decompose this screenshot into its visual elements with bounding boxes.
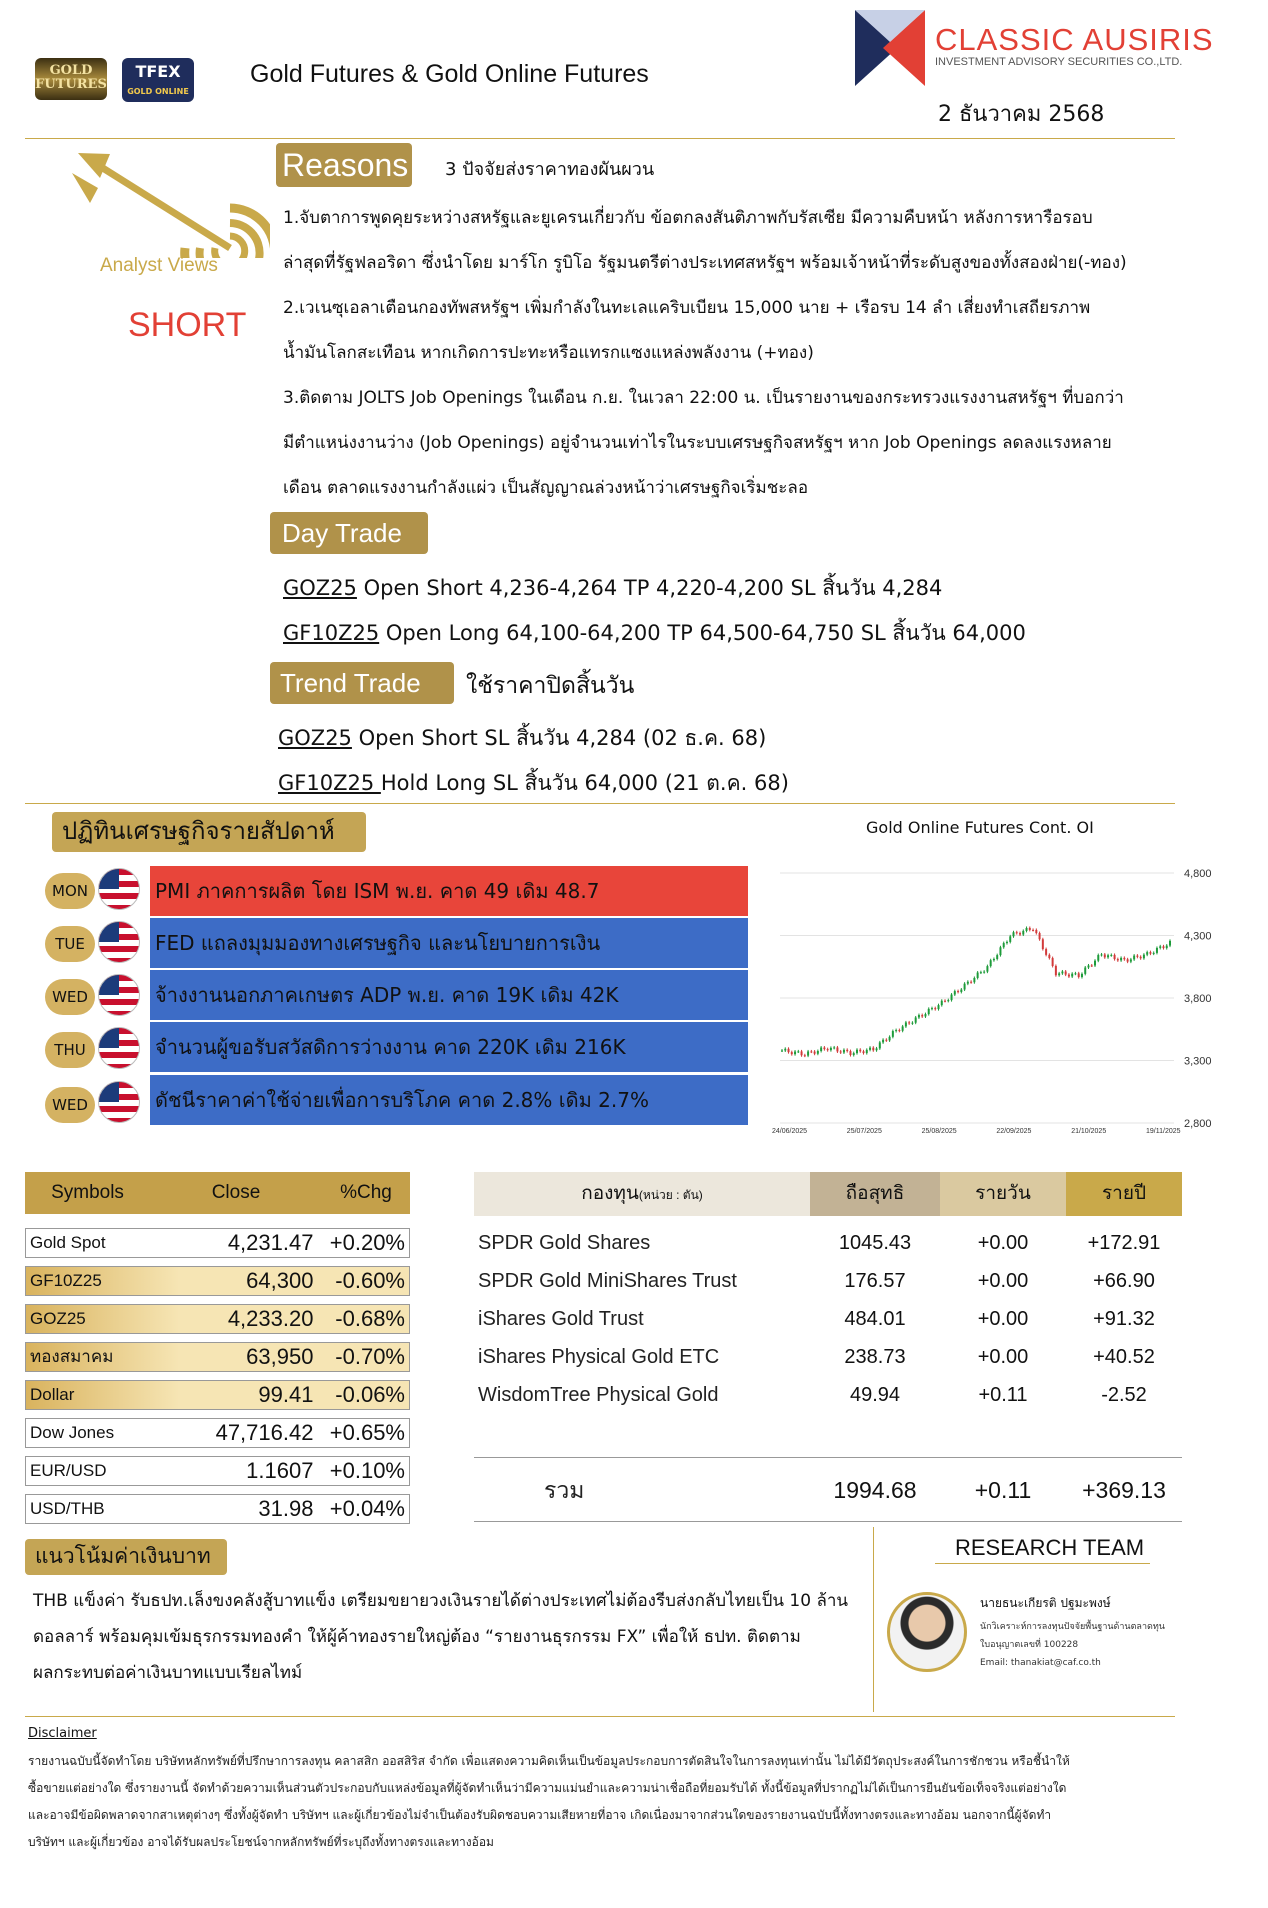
reasons-line: 1.จับตาการพูดคุยระหว่างสหรัฐและยูเครนเกี่ยวกับ ข้อตกลงสันติภาพกับรัสเซีย มีความคืบหน้า หลังการหารือรอบ: [283, 208, 1093, 228]
candle-body: [1058, 973, 1060, 975]
reasons-line: 2.เวเนซุเอลาเตือนกองทัพสหรัฐฯ เพิ่มกำลังในทะเลแคริบเบียน 15,000 นาย + เรือรบ 14 ลำ เสี่ยงทำเสถียรภาพ: [283, 298, 1091, 318]
cell-symbol: USD/THB: [30, 1499, 105, 1518]
calendar-day-badge: TUE: [45, 926, 95, 962]
candle-body: [1162, 946, 1164, 948]
calendar-event: ดัชนีราคาค่าใช้จ่ายเพื่อการบริโภค คาด 2.8% เดิม 2.7%: [150, 1075, 748, 1125]
research-team-label: RESEARCH TEAM: [955, 1535, 1145, 1560]
candle-body: [1091, 965, 1093, 966]
trade-detail: Open Short SL สิ้นวัน 4,284 (02 ธ.ค. 68): [351, 726, 767, 750]
reasons-tag: Reasons: [276, 143, 412, 187]
symbols-table-row: [25, 1418, 410, 1448]
candle-body: [977, 973, 979, 978]
candle-body: [905, 1022, 907, 1026]
reasons-line: มีตำแหน่งงานว่าง (Job Openings) อยู่จำนวนเท่าไรในระบบเศรษฐกิจสหรัฐฯ หาก Job Openings ลดลงแรงหลาย: [283, 433, 1112, 453]
reasons-line: ล่าสุดที่รัฐฟลอริดา ซึ่งนำโดย มาร์โก รูบิโอ รัฐมนตรีต่างประเทศสหรัฐฯ พร้อมเจ้าหน้าที่ระดับสูงของทั้งสองฝ่าย(-ทอง): [283, 253, 1127, 273]
candle-body: [840, 1051, 842, 1052]
tfex-logo-text: TFEX: [135, 62, 181, 81]
trade-symbol: GOZ25: [278, 726, 352, 750]
target-dart-icon: [70, 148, 270, 258]
calendar-event: PMI ภาคการผลิต โดย ISM พ.ย. คาด 49 เดิม 48.7: [150, 866, 748, 916]
reasons-line: เดือน ตลาดแรงงานกำลังแผ่ว เป็นสัญญาณล่วงหน้าว่าเศรษฐกิจเริ่มชะลอ: [283, 478, 809, 498]
cell-symbol: Gold Spot: [30, 1233, 106, 1252]
candle-body: [827, 1049, 829, 1050]
disclaimer-line: และอาจมีข้อผิดพลาดจากสาเหตุต่างๆ ซึ่งทั้งผู้จัดทำ บริษัทฯ และผู้เกี่ยวข้องไม่จำเป็นต้องรับผิดชอบความเสียหายที่อาจ เกิดเนื่องมาจากส่วนใดของรายงานฉบับนี้ทั้งทางตรงและทางอ้อม นอกจากนี้ผู้จัดทำ: [28, 1808, 1052, 1822]
analyst-info-line: นักวิเคราะห์การลงทุนปัจจัยพื้นฐานด้านตลาดทุน: [980, 1622, 1165, 1632]
baht-outlook-text: [33, 1583, 861, 1691]
x-tick-label: 21/10/2025: [1071, 1128, 1107, 1135]
cell-close: 47,716.42: [215, 1420, 314, 1445]
candle-body: [895, 1030, 897, 1031]
brand-logo-icon: [855, 10, 925, 86]
cell-chg: +0.10%: [329, 1458, 405, 1483]
y-tick-label: 3,800: [1184, 993, 1212, 1005]
candle-body: [882, 1040, 884, 1043]
calendar-day-badge: MON: [45, 873, 95, 909]
x-tick-label: 24/06/2025: [772, 1128, 808, 1135]
candle-body: [1074, 973, 1076, 974]
candle-body: [1042, 939, 1044, 949]
fund-table-header: [474, 1172, 1182, 1216]
analyst-views-label: Analyst Views: [100, 255, 218, 276]
day-trade-line: [283, 617, 1026, 650]
candle-body: [911, 1023, 913, 1024]
candle-body: [823, 1048, 825, 1050]
candle-body: [1130, 959, 1132, 961]
candle-body: [947, 1000, 949, 1001]
cell-close: 1.1607: [246, 1458, 314, 1483]
calendar-event: จ้างงานนอกภาคเกษตร ADP พ.ย. คาด 19K เดิม 42K: [150, 970, 748, 1020]
stance-label: SHORT: [128, 306, 247, 344]
candle-body: [1019, 933, 1021, 934]
candle-body: [1149, 952, 1151, 954]
candle-body: [885, 1040, 887, 1041]
cell-yearly: +172.91: [1087, 1232, 1161, 1254]
candle-body: [1048, 955, 1050, 958]
candle-body: [859, 1050, 861, 1052]
candle-body: [1107, 955, 1109, 957]
candle-body: [1055, 966, 1057, 975]
candle-body: [797, 1051, 799, 1052]
reasons-line: 3.ติดตาม JOLTS Job Openings ในเดือน ก.ย. ในเวลา 22:00 น. เป็นรายงานของกระทรวงแรงงานสหรัฐฯ ที่บอกว่า: [283, 388, 1124, 408]
y-tick-label: 2,800: [1184, 1118, 1212, 1130]
disclaimer-line: บริษัทฯ และผู้เกี่ยวข้อง อาจได้รับผลประโยชน์จากหลักทรัพย์ที่ระบุถึงทั้งทางตรงและทางอ้อม: [28, 1835, 494, 1849]
day-trade-tag: Day Trade: [270, 512, 428, 554]
candle-body: [1159, 946, 1161, 948]
candle-body: [990, 960, 992, 966]
candle-body: [817, 1051, 819, 1054]
candle-body: [833, 1047, 835, 1048]
col-chg: %Chg: [340, 1182, 392, 1203]
candle-body: [957, 991, 959, 992]
cell-symbol: EUR/USD: [30, 1461, 107, 1480]
candle-body: [1127, 959, 1129, 961]
cell-yearly: +91.32: [1093, 1308, 1155, 1330]
total-label: รวม: [544, 1477, 585, 1503]
symbols-table-row: [25, 1342, 410, 1372]
tfex-logo: [122, 58, 194, 102]
candle-body: [814, 1052, 816, 1054]
col-symbols: Symbols: [51, 1182, 124, 1203]
candle-body: [1114, 955, 1116, 959]
candle-body: [941, 1001, 943, 1005]
candle-body: [928, 1009, 930, 1014]
cell-name: SPDR Gold Shares: [478, 1232, 651, 1254]
cell-daily: +0.00: [977, 1232, 1029, 1254]
cell-net: 176.57: [844, 1270, 906, 1292]
cell-symbol: GOZ25: [30, 1309, 86, 1328]
symbols-table-row: [25, 1456, 410, 1486]
fund-table-row: [474, 1338, 1182, 1376]
fund-total-row: [474, 1471, 1182, 1511]
divider: [25, 803, 1175, 804]
disclaimer-line: รายงานฉบับนี้จัดทำโดย บริษัทหลักทรัพย์ที่ปรึกษาการลงทุน คลาสสิก ออสสิริส จำกัด เพื่อแสดงความคิดเห็นเป็นข้อมูลประกอบการตัดสินใจในการลงทุนเท่านั้น ไม่ได้มีวัตถุประสงค์ในการชักชวน หรือชี้นำให้: [28, 1754, 1070, 1768]
analyst-info: [980, 1618, 1180, 1672]
candle-body: [921, 1015, 923, 1016]
candle-body: [1143, 955, 1145, 959]
cell-net: 484.01: [844, 1308, 906, 1330]
candle-body: [846, 1050, 848, 1051]
us-flag-icon: [98, 1027, 140, 1069]
analyst-avatar: [887, 1592, 967, 1672]
day-trade-line: [283, 572, 942, 605]
cell-close: 31.98: [258, 1496, 314, 1521]
candle-body: [918, 1015, 920, 1017]
col-yearly: รายปี: [1066, 1172, 1182, 1216]
x-tick-label: 25/08/2025: [921, 1128, 957, 1135]
candle-body: [964, 984, 966, 990]
candle-body: [1120, 958, 1122, 960]
cell-daily: +0.00: [977, 1346, 1029, 1368]
candle-body: [1068, 975, 1070, 977]
candle-body: [872, 1048, 874, 1051]
candle-body: [1035, 930, 1037, 933]
analyst-info-line: ใบอนุญาตเลขที่ 100228: [980, 1640, 1079, 1650]
cell-name: SPDR Gold MiniShares Trust: [478, 1270, 737, 1292]
cell-symbol: Dollar: [30, 1385, 75, 1404]
analyst-info-line: Email: thanakiat@caf.co.th: [980, 1658, 1101, 1668]
cell-yearly: +40.52: [1093, 1346, 1155, 1368]
fund-header-unit: (หน่วย : ตัน): [638, 1188, 703, 1202]
total-yearly: +369.13: [1082, 1477, 1166, 1503]
trade-symbol: GOZ25: [283, 576, 357, 600]
baht-line: ดอลลาร์ พร้อมคุมเข้มธุรกรรมทองคำ ให้ผู้ค้าทองรายใหญ่ต้อง “รายงานธุรกรรม FX” เพื่อให้ ธปท. ติดตาม: [33, 1627, 801, 1647]
divider: [474, 1457, 1182, 1458]
candle-body: [788, 1049, 790, 1052]
cell-yearly: -2.52: [1101, 1384, 1147, 1406]
cell-name: WisdomTree Physical Gold: [478, 1384, 719, 1406]
fund-table-row: [474, 1376, 1182, 1414]
candle-body: [902, 1026, 904, 1030]
candle-body: [1117, 959, 1119, 960]
candle-body: [879, 1042, 881, 1048]
candle-body: [1156, 948, 1158, 953]
candle-body: [1169, 941, 1171, 946]
tfex-logo-sub: GOLD ONLINE: [127, 87, 189, 96]
candle-body: [1022, 931, 1024, 935]
candle-body: [1045, 949, 1047, 955]
x-tick-label: 25/07/2025: [846, 1128, 882, 1135]
cell-close: 64,300: [246, 1268, 314, 1293]
calendar-day-badge: THU: [45, 1032, 95, 1068]
cell-close: 99.41: [258, 1382, 314, 1407]
candle-body: [1166, 946, 1168, 948]
brand-subtitle: INVESTMENT ADVISORY SECURITIES CO.,LTD.: [935, 56, 1183, 68]
candle-body: [996, 955, 998, 959]
cell-name: iShares Gold Trust: [478, 1308, 644, 1330]
candle-body: [781, 1051, 783, 1052]
candle-body: [1140, 957, 1142, 958]
disclaimer-text: [28, 1748, 1168, 1856]
candle-body: [1101, 954, 1103, 955]
col-fund: [474, 1172, 810, 1216]
x-tick-label: 19/11/2025: [1146, 1128, 1181, 1135]
candle-body: [1133, 956, 1135, 960]
candle-body: [801, 1051, 803, 1055]
total-daily: +0.11: [974, 1477, 1032, 1503]
cell-chg: +0.20%: [329, 1230, 405, 1255]
candle-body: [944, 1001, 946, 1002]
candle-body: [810, 1051, 812, 1052]
candle-body: [1084, 968, 1086, 974]
gold-oi-chart: [756, 855, 1236, 1140]
cell-net: 1045.43: [838, 1232, 912, 1254]
cell-chg: -0.06%: [335, 1382, 405, 1407]
candle-body: [1065, 971, 1067, 974]
candle-body: [960, 990, 962, 992]
cell-chg: -0.60%: [335, 1268, 405, 1293]
candle-body: [924, 1014, 926, 1016]
fund-table-row: [474, 1300, 1182, 1338]
candle-body: [1029, 928, 1031, 930]
chart-title: Gold Online Futures Cont. OI: [866, 818, 1094, 837]
trade-detail: Hold Long SL สิ้นวัน 64,000 (21 ต.ค. 68): [380, 771, 789, 795]
candle-body: [908, 1022, 910, 1023]
candle-body: [892, 1031, 894, 1037]
candle-body: [1104, 954, 1106, 957]
us-flag-icon: [98, 921, 140, 963]
candle-body: [820, 1048, 822, 1051]
candle-body: [1061, 971, 1063, 973]
candle-body: [973, 978, 975, 982]
document-title: Gold Futures & Gold Online Futures: [250, 60, 649, 88]
candle-body: [1012, 932, 1014, 936]
candle-body: [1136, 956, 1138, 957]
calendar-day-badge: WED: [45, 979, 95, 1015]
candle-body: [849, 1051, 851, 1055]
candle-body: [970, 982, 972, 983]
divider: [25, 138, 1175, 139]
symbols-table-row: [25, 1494, 410, 1524]
fund-table-row: [474, 1262, 1182, 1300]
candle-body: [1153, 953, 1155, 954]
candle-body: [967, 982, 969, 984]
candle-body: [866, 1050, 868, 1053]
candle-body: [876, 1048, 878, 1050]
candle-body: [915, 1017, 917, 1022]
calendar-event: FED แถลงมุมมองทางเศรษฐกิจ และนโยบายการเงิน: [150, 918, 748, 968]
baht-outlook-tag: แนวโน้มค่าเงินบาท: [25, 1539, 227, 1575]
candle-body: [993, 959, 995, 960]
candle-body: [999, 947, 1001, 955]
candle-body: [1016, 932, 1018, 933]
candle-body: [791, 1052, 793, 1054]
candle-body: [938, 1005, 940, 1009]
candle-body: [898, 1030, 900, 1031]
y-tick-label: 4,800: [1184, 868, 1212, 880]
trend-trade-line: [278, 767, 789, 800]
analyst-name: นายธนะเกียรติ ปฐมะพงษ์: [980, 1596, 1111, 1610]
candle-body: [836, 1047, 838, 1051]
cell-daily: +0.00: [977, 1308, 1029, 1330]
col-close: Close: [211, 1182, 261, 1203]
candle-body: [951, 995, 953, 1001]
us-flag-icon: [98, 974, 140, 1016]
fund-header-label: กองทุน: [581, 1183, 639, 1204]
cell-symbol: GF10Z25: [30, 1271, 102, 1290]
cell-symbol: ทองสมาคม: [30, 1347, 114, 1366]
trade-symbol: GF10Z25: [283, 621, 380, 645]
baht-line: THB แข็งค่า รับธปท.เล็งขงคลังสู้บาทแข็ง เตรียมขยายวงเงินรายได้ต่างประเทศไม่ต้องรีบส่งกลับไทยเป็น 10 ล้าน: [33, 1591, 849, 1611]
trade-symbol: GF10Z25: [278, 771, 381, 795]
baht-line: ผลกระทบต่อค่าเงินบาทแบบเรียลไทม์: [33, 1663, 303, 1683]
candle-body: [843, 1050, 845, 1053]
candle-body: [1026, 928, 1028, 931]
symbols-table-row: [25, 1266, 410, 1296]
cell-name: iShares Physical Gold ETC: [478, 1346, 720, 1368]
candle-body: [1039, 933, 1041, 939]
cell-chg: +0.04%: [329, 1496, 405, 1521]
calendar-day-badge: WED: [45, 1087, 95, 1123]
divider: [935, 1563, 1150, 1564]
symbols-table-row: [25, 1380, 410, 1410]
candle-body: [794, 1052, 796, 1055]
candle-body: [1006, 942, 1008, 943]
disclaimer-title: Disclaimer: [28, 1726, 97, 1741]
candle-body: [1003, 943, 1005, 947]
reasons-subtitle: 3 ปัจจัยส่งราคาทองผันผวน: [445, 159, 655, 180]
candle-body: [853, 1053, 855, 1055]
brand-name: CLASSIC AUSIRIS: [935, 22, 1214, 57]
report-date: 2 ธันวาคม 2568: [938, 102, 1105, 127]
candle-body: [954, 991, 956, 994]
candle-body: [983, 972, 985, 973]
candle-body: [1032, 930, 1034, 931]
candle-body: [856, 1050, 858, 1053]
symbols-table-row: [25, 1304, 410, 1334]
cell-yearly: +66.90: [1093, 1270, 1155, 1292]
trend-trade-line: [278, 722, 766, 755]
y-tick-label: 4,300: [1184, 930, 1212, 943]
cell-close: 4,231.47: [227, 1230, 314, 1255]
candle-body: [980, 972, 982, 973]
divider: [474, 1521, 1182, 1522]
candle-body: [863, 1051, 865, 1053]
candle-body: [804, 1055, 806, 1056]
reasons-line: น้ำมันโลกสะเทือน หากเกิดการปะทะหรือแทรกแซงแหล่งพลังงาน (+ทอง): [283, 343, 814, 363]
candle-body: [1097, 955, 1099, 961]
cell-close: 4,233.20: [227, 1306, 314, 1331]
candle-body: [1146, 952, 1148, 955]
col-net: ถือสุทธิ: [810, 1172, 940, 1216]
candle-body: [784, 1049, 786, 1051]
candle-body: [1009, 936, 1011, 942]
candle-body: [1094, 961, 1096, 966]
divider: [25, 1716, 1175, 1717]
candle-body: [1123, 958, 1125, 959]
candle-body: [1110, 955, 1112, 956]
trend-trade-subtitle: ใช้ราคาปิดสิ้นวัน: [466, 673, 635, 699]
cell-chg: -0.70%: [335, 1344, 405, 1369]
candle-body: [1078, 973, 1080, 977]
fund-table-row: [474, 1224, 1182, 1262]
col-daily: รายวัน: [940, 1172, 1066, 1216]
cell-close: 63,950: [246, 1344, 314, 1369]
economic-calendar-tag: ปฏิทินเศรษฐกิจรายสัปดาห์: [52, 812, 366, 852]
trend-trade-tag: Trend Trade: [270, 662, 454, 704]
us-flag-icon: [98, 868, 140, 910]
divider: [873, 1527, 874, 1712]
trade-detail: Open Short 4,236-4,264 TP 4,220-4,200 SL สิ้นวัน 4,284: [356, 576, 943, 600]
candle-body: [1052, 958, 1054, 966]
cell-daily: +0.11: [978, 1384, 1028, 1406]
gold-futures-logo: GOLD FUTURES: [35, 58, 107, 100]
symbols-table-header: [25, 1172, 410, 1214]
calendar-event: จำนวนผู้ขอรับสวัสดิการว่างงาน คาด 220K เดิม 216K: [150, 1022, 748, 1072]
candle-body: [931, 1008, 933, 1009]
cell-daily: +0.00: [977, 1270, 1029, 1292]
cell-symbol: Dow Jones: [30, 1423, 115, 1442]
candle-body: [830, 1048, 832, 1050]
cell-chg: -0.68%: [335, 1306, 405, 1331]
candle-body: [889, 1037, 891, 1041]
candle-body: [869, 1048, 871, 1050]
symbols-table-row: [25, 1228, 410, 1258]
candle-body: [1071, 974, 1073, 977]
candle-body: [1081, 974, 1083, 977]
trade-detail: Open Long 64,100-64,200 TP 64,500-64,750 SL สิ้นวัน 64,000: [379, 621, 1026, 645]
disclaimer-line: ซื้อขายแต่อย่างใด ซึ่งรายงานนี้ จัดทำด้วยความเห็นส่วนตัวประกอบกับแหล่งข้อมูลที่ผู้จัดทำเห็นว่ามีความแม่นยำและความน่าเชื่อถือที่ยอมรับได้ ทั้งนี้ข้อมูลที่ปรากฏไม่ได้เป็นการยืนยันข้อเท็จจริงแต่อย่างใด: [28, 1781, 1067, 1795]
x-tick-label: 22/09/2025: [996, 1128, 1032, 1135]
y-tick-label: 3,300: [1184, 1055, 1212, 1068]
cell-chg: +0.65%: [329, 1420, 405, 1445]
cell-net: 49.94: [849, 1384, 901, 1406]
candle-body: [934, 1008, 936, 1009]
candle-body: [807, 1051, 809, 1055]
total-net: 1994.68: [833, 1477, 917, 1503]
candle-body: [1087, 965, 1089, 967]
candle-body: [986, 966, 988, 972]
cell-net: 238.73: [844, 1346, 906, 1368]
us-flag-icon: [98, 1081, 140, 1123]
